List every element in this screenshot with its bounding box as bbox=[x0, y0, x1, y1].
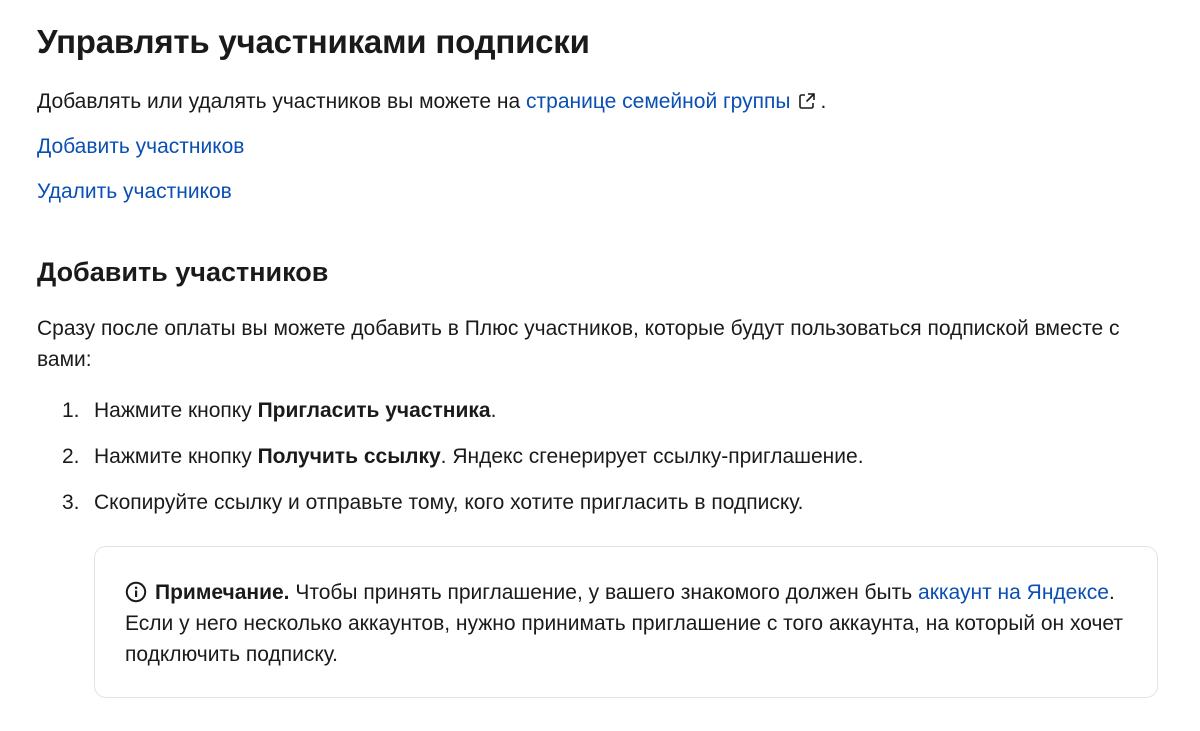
page-title: Управлять участниками подписки bbox=[37, 23, 590, 60]
family-group-link[interactable] bbox=[526, 90, 820, 113]
info-icon bbox=[125, 581, 147, 603]
list-item bbox=[37, 397, 864, 443]
list-item bbox=[37, 489, 864, 535]
add-members-link[interactable]: Добавить участников bbox=[37, 135, 245, 158]
step-bold: Пригласить участника bbox=[257, 399, 491, 422]
note-text: Чтобы принять приглашение, у вашего знакомого должен быть bbox=[289, 581, 919, 604]
note-label: Примечание. bbox=[155, 581, 290, 604]
step-number: 3. bbox=[62, 491, 80, 514]
section-heading: Добавить участников bbox=[37, 257, 329, 287]
steps-list bbox=[37, 397, 864, 535]
step-number: 2. bbox=[62, 445, 80, 468]
step-number: 1. bbox=[62, 399, 80, 422]
remove-members-link[interactable]: Удалить участников bbox=[37, 180, 232, 203]
list-item bbox=[37, 443, 864, 489]
step-text: Нажмите кнопку bbox=[94, 399, 258, 422]
step-text: Нажмите кнопку bbox=[94, 445, 258, 468]
intro-text-before: Добавлять или удалять участников вы можете на bbox=[37, 90, 527, 113]
yandex-account-link[interactable]: аккаунт на Яндексе bbox=[918, 581, 1109, 604]
note-box bbox=[94, 546, 1158, 698]
note-text-after: . Если у него несколько аккаунтов, нужно принимать приглашение с того аккаунта, на который он хочет подключить подписку. bbox=[125, 581, 1124, 666]
intro-text bbox=[37, 88, 826, 116]
step-text-after: . Яндекс сгенерирует ссылку-приглашение. bbox=[440, 445, 864, 468]
section-paragraph: Сразу после оплаты вы можете добавить в Плюс участников, которые будут пользоваться подпиской вместе с вами: bbox=[37, 317, 1120, 371]
step-text: Скопируйте ссылку и отправьте тому, кого хотите пригласить в подписку. bbox=[94, 491, 804, 514]
family-group-link-label: странице семейной группы bbox=[526, 90, 791, 113]
intro-text-after: . bbox=[820, 90, 827, 113]
step-bold: Получить ссылку bbox=[257, 445, 441, 468]
external-link-icon bbox=[798, 92, 816, 110]
step-text-after: . bbox=[490, 399, 497, 422]
